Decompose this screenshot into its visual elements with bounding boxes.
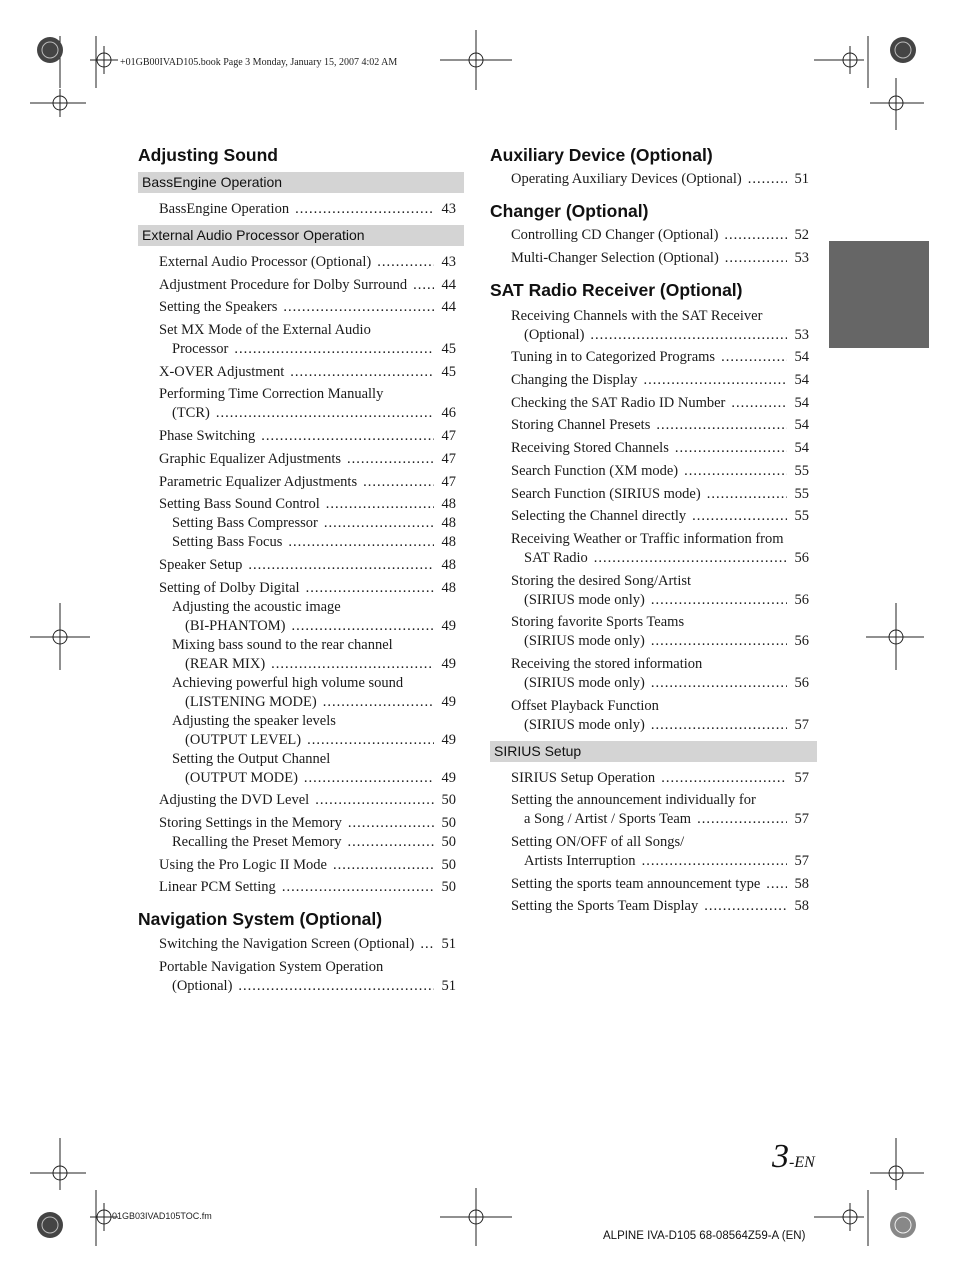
toc-entry-page: 43 — [441, 201, 456, 217]
toc-entry — [138, 556, 464, 575]
toc-entry-page: 47 — [441, 428, 456, 445]
toc-entry-page: 53 — [794, 249, 809, 266]
toc-entry — [138, 473, 464, 492]
section-title-changer: Changer (Optional) — [490, 201, 649, 221]
leader-dots — [348, 833, 434, 852]
toc-entry-page: 57 — [794, 853, 809, 869]
leader-dots — [271, 655, 434, 674]
toc-entry — [490, 897, 817, 916]
toc-entry-page: 54 — [794, 349, 809, 366]
page-number-suffix: -EN — [789, 1154, 815, 1171]
toc-entry — [138, 200, 464, 219]
leader-dots — [324, 514, 434, 533]
toc-entry — [490, 416, 817, 435]
toc-entry-title: Setting the Sports Team Display — [511, 898, 699, 915]
toc-entry — [138, 958, 464, 996]
toc-entry-title-continued: (LISTENING MODE) — [185, 693, 317, 710]
toc-entry-page: 50 — [441, 792, 456, 809]
auxiliary-entries — [490, 170, 817, 189]
leader-dots — [363, 473, 434, 492]
toc-entry-page: 55 — [794, 485, 809, 502]
toc-entry — [138, 321, 464, 359]
leader-dots — [642, 852, 787, 871]
toc-entry — [490, 249, 817, 268]
leader-dots — [377, 253, 434, 272]
toc-entry — [138, 427, 464, 446]
toc-entry — [490, 371, 817, 390]
toc-entry-page: 49 — [441, 769, 456, 786]
toc-entry — [490, 507, 817, 526]
leader-dots — [651, 591, 787, 610]
leader-dots — [216, 404, 434, 423]
toc-entry-title: Search Function (XM mode) — [511, 462, 679, 479]
toc-entry — [138, 856, 464, 875]
toc-entry — [138, 791, 464, 810]
leader-dots — [315, 791, 434, 810]
leader-dots — [731, 394, 787, 413]
print-header: +01GB00IVAD105.book Page 3 Monday, January 15, 2007 4:02 AM — [120, 57, 398, 68]
toc-entry-title: Setting the Speakers — [159, 299, 278, 316]
toc-entry — [490, 875, 817, 894]
toc-entry-title: Adjusting the speaker levels — [172, 712, 336, 729]
toc-entry-title: Storing Channel Presets — [511, 417, 651, 434]
section-title-sat-radio: SAT Radio Receiver (Optional) — [490, 279, 743, 300]
toc-entry-title: Receiving Stored Channels — [511, 440, 669, 457]
leader-dots — [413, 276, 434, 295]
section-title-navigation: Navigation System (Optional) — [138, 909, 383, 930]
leader-dots — [348, 814, 434, 833]
toc-right-column — [490, 143, 817, 920]
toc-entry-page: 56 — [794, 591, 809, 608]
toc-entry-title: Search Function (SIRIUS mode) — [511, 485, 701, 502]
toc-entry — [138, 878, 464, 897]
changer-entries — [490, 226, 817, 268]
toc-entry — [490, 226, 817, 245]
toc-entry — [138, 814, 464, 833]
toc-entry-title: Using the Pro Logic II Mode — [159, 856, 327, 873]
toc-entry — [138, 712, 464, 750]
toc-entry-title: Offset Playback Function — [511, 697, 659, 714]
toc-entry-title: Storing favorite Sports Teams — [511, 614, 685, 631]
leader-dots — [248, 556, 434, 575]
toc-entry-page: 56 — [794, 549, 809, 566]
toc-entry-page: 48 — [441, 534, 456, 551]
toc-entry-title-continued: a Song / Artist / Sports Team — [524, 811, 692, 828]
toc-entry-page: 51 — [794, 171, 809, 187]
toc-entry-title-continued: (SIRIUS mode only) — [524, 591, 645, 608]
toc-entry-page: 55 — [794, 462, 809, 479]
toc-entry-title: Storing Settings in the Memory — [159, 814, 342, 831]
toc-entry-title-continued: (Optional) — [172, 978, 233, 994]
leader-dots — [326, 495, 434, 514]
toc-entry-title: Changing the Display — [511, 372, 638, 389]
toc-entry — [138, 514, 464, 533]
toc-entry — [138, 385, 464, 423]
leader-dots — [651, 716, 787, 735]
page-number-value: 3 — [772, 1138, 789, 1175]
toc-entry-title: External Audio Processor (Optional) — [159, 254, 372, 270]
toc-entry-title: Setting Bass Compressor — [172, 515, 318, 532]
toc-entry — [138, 533, 464, 552]
toc-entry — [490, 697, 817, 735]
toc-entry — [138, 276, 464, 295]
toc-entry-title: Portable Navigation System Operation — [159, 959, 384, 975]
leader-dots — [707, 485, 787, 504]
leader-dots — [288, 533, 434, 552]
toc-entry-title: BassEngine Operation — [159, 201, 290, 217]
sat-radio-entries — [490, 307, 817, 735]
toc-entry-title: Adjustment Procedure for Dolby Surround — [159, 276, 408, 293]
toc-entry-title-continued: Processor — [172, 341, 229, 358]
toc-entry-page: 49 — [441, 655, 456, 672]
toc-entry-page: 43 — [441, 254, 456, 270]
bassengine-entries — [138, 200, 464, 219]
leader-dots — [656, 416, 787, 435]
toc-entry-page: 51 — [441, 978, 456, 994]
toc-entry-page: 52 — [794, 227, 809, 243]
toc-entry-title: Setting Bass Sound Control — [159, 496, 320, 513]
leader-dots — [290, 363, 434, 382]
toc-entry-page: 46 — [441, 405, 456, 422]
leader-dots — [643, 371, 787, 390]
toc-entry-title: X-OVER Adjustment — [159, 363, 285, 380]
leader-dots — [692, 507, 787, 526]
toc-entry-title: Selecting the Channel directly — [511, 508, 687, 525]
toc-entry-title: Storing the desired Song/Artist — [511, 572, 692, 589]
toc-entry — [138, 636, 464, 674]
toc-entry-title: Phase Switching — [159, 428, 256, 445]
toc-entry-title-continued: (OUTPUT LEVEL) — [185, 731, 302, 748]
leader-dots — [748, 170, 787, 189]
toc-entry-title: Multi-Changer Selection (Optional) — [511, 249, 719, 266]
toc-entry-title: Tuning in to Categorized Programs — [511, 349, 716, 366]
leader-dots — [238, 977, 434, 996]
toc-entry-page: 54 — [794, 440, 809, 457]
leader-dots — [283, 298, 434, 317]
leader-dots — [307, 731, 434, 750]
toc-entry-page: 45 — [441, 363, 456, 380]
toc-entry-page: 56 — [794, 633, 809, 650]
leader-dots — [291, 617, 434, 636]
section-title-auxiliary: Auxiliary Device (Optional) — [490, 145, 713, 165]
leader-dots — [594, 549, 787, 568]
leader-dots — [234, 340, 434, 359]
toc-entry-page: 54 — [794, 417, 809, 434]
toc-entry-title: Setting the sports team announcement type — [511, 875, 761, 892]
toc-entry-title: Setting the announcement individually for — [511, 792, 756, 809]
toc-entry-title: Receiving Weather or Traffic information from — [511, 530, 784, 547]
toc-entry-page: 50 — [441, 833, 456, 850]
toc-entry — [490, 833, 817, 871]
toc-entry — [138, 450, 464, 469]
external-audio-entries — [138, 253, 464, 897]
toc-entry — [490, 439, 817, 458]
toc-entry-title: Performing Time Correction Manually — [159, 386, 384, 403]
toc-entry — [490, 462, 817, 481]
toc-entry — [138, 363, 464, 382]
leader-dots — [721, 348, 787, 367]
toc-entry-title: Switching the Navigation Screen (Optional) — [159, 936, 415, 953]
leader-dots — [295, 200, 434, 219]
toc-entry — [138, 253, 464, 272]
toc-entry-page: 56 — [794, 674, 809, 691]
leader-dots — [420, 935, 434, 954]
section-title-adjusting-sound: Adjusting Sound — [138, 145, 278, 165]
toc-entry — [138, 298, 464, 317]
toc-entry-title: Setting ON/OFF of all Songs/ — [511, 834, 685, 850]
leader-dots — [651, 674, 787, 693]
toc-entry-page: 51 — [441, 936, 456, 953]
toc-entry — [490, 394, 817, 413]
leader-dots — [684, 462, 787, 481]
leader-dots — [590, 326, 787, 345]
leader-dots — [333, 856, 434, 875]
toc-entry-page: 44 — [441, 299, 456, 316]
toc-entry — [138, 935, 464, 954]
sirius-setup-entries — [490, 769, 817, 917]
toc-entry-page: 58 — [794, 875, 809, 892]
subsection-bar-external-audio: External Audio Processor Operation — [138, 225, 464, 246]
toc-entry-page: 58 — [794, 898, 809, 915]
toc-entry-title: Setting of Dolby Digital — [159, 579, 300, 596]
toc-entry — [138, 833, 464, 852]
leader-dots — [661, 769, 787, 788]
toc-entry-title: Adjusting the acoustic image — [172, 598, 341, 615]
toc-entry-page: 50 — [441, 814, 456, 831]
toc-entry-title: Setting the Output Channel — [172, 750, 331, 767]
toc-entry-page: 48 — [441, 515, 456, 532]
toc-entry — [490, 530, 817, 568]
leader-dots — [724, 226, 787, 245]
toc-entry-page: 48 — [441, 556, 456, 573]
toc-entry-page: 49 — [441, 731, 456, 748]
toc-entry-page: 57 — [794, 811, 809, 828]
toc-entry-title-continued: (SIRIUS mode only) — [524, 674, 645, 691]
toc-entry-title: Mixing bass sound to the rear channel — [172, 636, 393, 653]
toc-entry — [138, 495, 464, 514]
toc-entry-title: Parametric Equalizer Adjustments — [159, 473, 358, 490]
toc-entry-title-continued: (SIRIUS mode only) — [524, 633, 645, 650]
toc-entry-title: Adjusting the DVD Level — [159, 792, 310, 809]
toc-entry-title: Checking the SAT Radio ID Number — [511, 394, 726, 411]
toc-entry-title-continued: (OUTPUT MODE) — [185, 769, 298, 786]
leader-dots — [697, 810, 787, 829]
toc-entry — [490, 170, 817, 189]
toc-entry-page: 45 — [441, 341, 456, 358]
toc-entry-page: 53 — [794, 326, 809, 343]
leader-dots — [304, 769, 434, 788]
toc-entry — [490, 307, 817, 345]
leader-dots — [725, 249, 787, 268]
toc-entry-page: 47 — [441, 450, 456, 467]
toc-entry-title: Linear PCM Setting — [159, 879, 276, 896]
leader-dots — [282, 878, 434, 897]
toc-entry-title: Setting Bass Focus — [172, 534, 283, 551]
toc-entry-title: Receiving the stored information — [511, 655, 703, 672]
toc-entry-title: Achieving powerful high volume sound — [172, 674, 404, 691]
toc-entry — [490, 485, 817, 504]
leader-dots — [261, 427, 434, 446]
toc-entry-page: 54 — [794, 372, 809, 389]
toc-entry — [490, 655, 817, 693]
toc-entry-title: Set MX Mode of the External Audio — [159, 322, 371, 339]
leader-dots — [306, 579, 434, 598]
toc-entry-title-continued: (BI-PHANTOM) — [185, 617, 286, 634]
toc-entry-page: 50 — [441, 856, 456, 873]
toc-entry-page: 49 — [441, 693, 456, 710]
leader-dots — [675, 439, 787, 458]
toc-entry — [490, 348, 817, 367]
leader-dots — [651, 632, 787, 651]
toc-entry-page: 44 — [441, 276, 456, 293]
leader-dots — [347, 450, 434, 469]
toc-entry-page: 47 — [441, 473, 456, 490]
toc-entry-title: Controlling CD Changer (Optional) — [511, 227, 719, 243]
toc-entry-title: Recalling the Preset Memory — [172, 833, 342, 850]
toc-entry-page: 49 — [441, 617, 456, 634]
toc-entry-title: Operating Auxiliary Devices (Optional) — [511, 171, 742, 187]
toc-entry-title: Speaker Setup — [159, 556, 243, 573]
toc-entry-title-continued: SAT Radio — [524, 549, 588, 566]
toc-entry-title-continued: (SIRIUS mode only) — [524, 716, 645, 733]
subsection-bar-sirius-setup: SIRIUS Setup — [490, 741, 817, 762]
leader-dots — [766, 875, 787, 894]
toc-entry-title-continued: Artists Interruption — [524, 853, 636, 869]
toc-entry — [138, 750, 464, 788]
toc-entry — [138, 674, 464, 712]
leader-dots — [704, 897, 787, 916]
toc-entry-title-continued: (Optional) — [524, 326, 585, 343]
toc-entry — [490, 791, 817, 829]
toc-entry — [138, 579, 464, 598]
toc-entry-title: Receiving Channels with the SAT Receiver — [511, 307, 763, 324]
toc-entry-page: 50 — [441, 879, 456, 896]
toc-entry-page: 54 — [794, 394, 809, 411]
toc-left-column — [138, 143, 464, 1000]
toc-entry-title: SIRIUS Setup Operation — [511, 769, 656, 786]
toc-entry — [490, 613, 817, 651]
navigation-entries — [138, 935, 464, 996]
toc-entry — [138, 598, 464, 636]
toc-entry-page: 55 — [794, 508, 809, 525]
leader-dots — [323, 693, 434, 712]
toc-entry-title: Graphic Equalizer Adjustments — [159, 450, 342, 467]
toc-entry-page: 48 — [441, 579, 456, 596]
toc-entry-page: 57 — [794, 716, 809, 733]
subsection-bar-bassengine: BassEngine Operation — [138, 172, 464, 193]
toc-entry — [490, 769, 817, 788]
toc-entry-page: 48 — [441, 496, 456, 513]
footer-model-code: ALPINE IVA-D105 68-08564Z59-A (EN) — [603, 1230, 806, 1242]
toc-entry-title-continued: (REAR MIX) — [185, 655, 266, 672]
toc-entry — [490, 572, 817, 610]
toc-entry-page: 57 — [794, 769, 809, 786]
toc-entry-title-continued: (TCR) — [172, 405, 210, 422]
footer-file-name: 01GB03IVAD105TOC.fm — [112, 1211, 212, 1221]
